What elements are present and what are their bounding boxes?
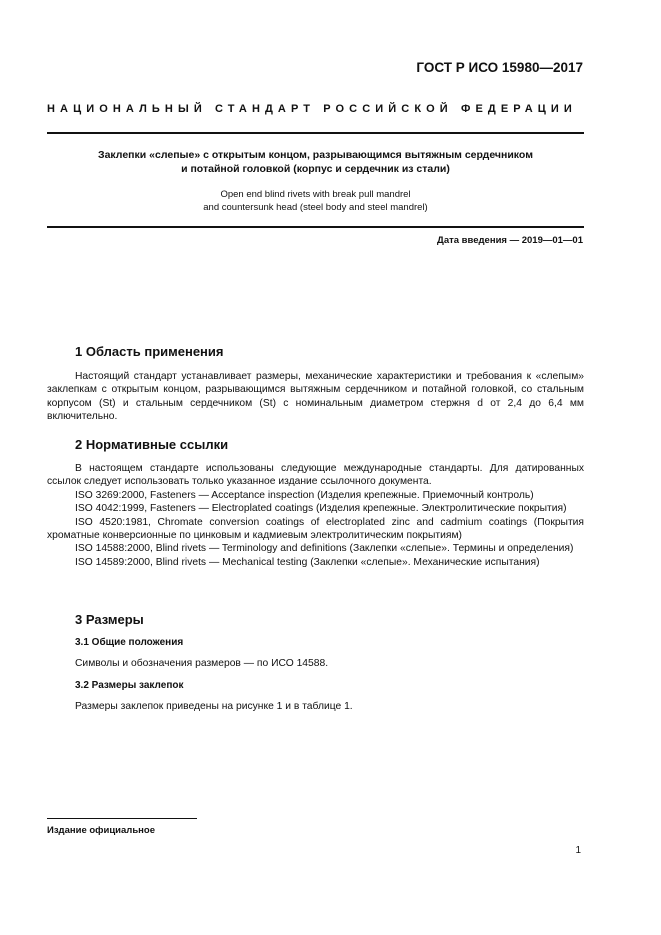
title-ru: [47, 149, 584, 176]
page-number: 1: [575, 845, 581, 856]
reference-item: ISO 3269:2000, Fasteners — Acceptance inspection (Изделия крепежные. Приемочный контроль): [75, 489, 534, 501]
title-en: [47, 188, 584, 214]
national-standard-label: НАЦИОНАЛЬНЫЙ СТАНДАРТ РОССИЙСКОЙ ФЕДЕРАЦИИ: [47, 103, 577, 115]
reference-item: ISO 4042:1999, Fasteners — Electroplated coatings (Изделия крепежные. Электролитические покрытия): [75, 503, 567, 515]
section-3-2-text: [47, 700, 584, 713]
paragraph: Символы и обозначения размеров — по ИСО 14588.: [75, 658, 329, 669]
standard-code: ГОСТ Р ИСО 15980—2017: [416, 60, 583, 75]
section-1-text: [47, 370, 584, 424]
section-3-heading: 3 Размеры: [75, 612, 144, 627]
title-rule: [47, 226, 584, 228]
title-en-line: and countersunk head (steel body and steel mandrel): [203, 202, 428, 213]
paragraph: Настоящий стандарт устанавливает размеры, механические характеристики и требования к «слепым» заклепкам с открытым концом, разрывающимся вытяжным сердечником и потайной головкой, со стальным корпусом (St) и стальным сердечником (St) с номинальным диаметром стержня d от 2,4 до 6,4 мм включительно.: [47, 371, 584, 423]
section-3-1-heading: 3.1 Общие положения: [75, 637, 184, 648]
header-rule: [47, 132, 584, 134]
section-3-2-heading: 3.2 Размеры заклепок: [75, 680, 184, 691]
section-2-heading: 2 Нормативные ссылки: [75, 437, 229, 452]
title-ru-line: и потайной головкой (корпус и сердечник из стали): [181, 162, 450, 175]
footer-rule: [47, 818, 197, 819]
title-en-line: Open end blind rivets with break pull mandrel: [220, 189, 411, 200]
official-edition-label: Издание официальное: [47, 825, 155, 836]
paragraph: Размеры заклепок приведены на рисунке 1 и в таблице 1.: [75, 701, 353, 712]
reference-item: ISO 14589:2000, Blind rivets — Mechanical testing (Заклепки «слепые». Механические испытания): [75, 556, 540, 568]
reference-item: ISO 14588:2000, Blind rivets — Terminology and definitions (Заклепки «слепые». Термины и определения): [75, 543, 574, 555]
section-3-1-text: [47, 657, 584, 670]
effective-date: Дата введения — 2019—01—01: [437, 235, 583, 246]
title-ru-line: Заклепки «слепые» с открытым концом, разрывающимся вытяжным сердечником: [98, 149, 533, 161]
section-1-heading: 1 Область применения: [75, 344, 224, 359]
reference-item: ISO 4520:1981, Chromate conversion coatings of electroplated zinc and cadmium coatings (Покрытия хроматные конверсионные по цинковым и кадмиевым электролитическим покрытиям): [47, 516, 584, 542]
section-2-text: [47, 462, 584, 569]
paragraph: В настоящем стандарте использованы следующие международные стандарты. Для датированных ссылок следует использовать только указанное издание ссылочного документа.: [47, 463, 584, 488]
